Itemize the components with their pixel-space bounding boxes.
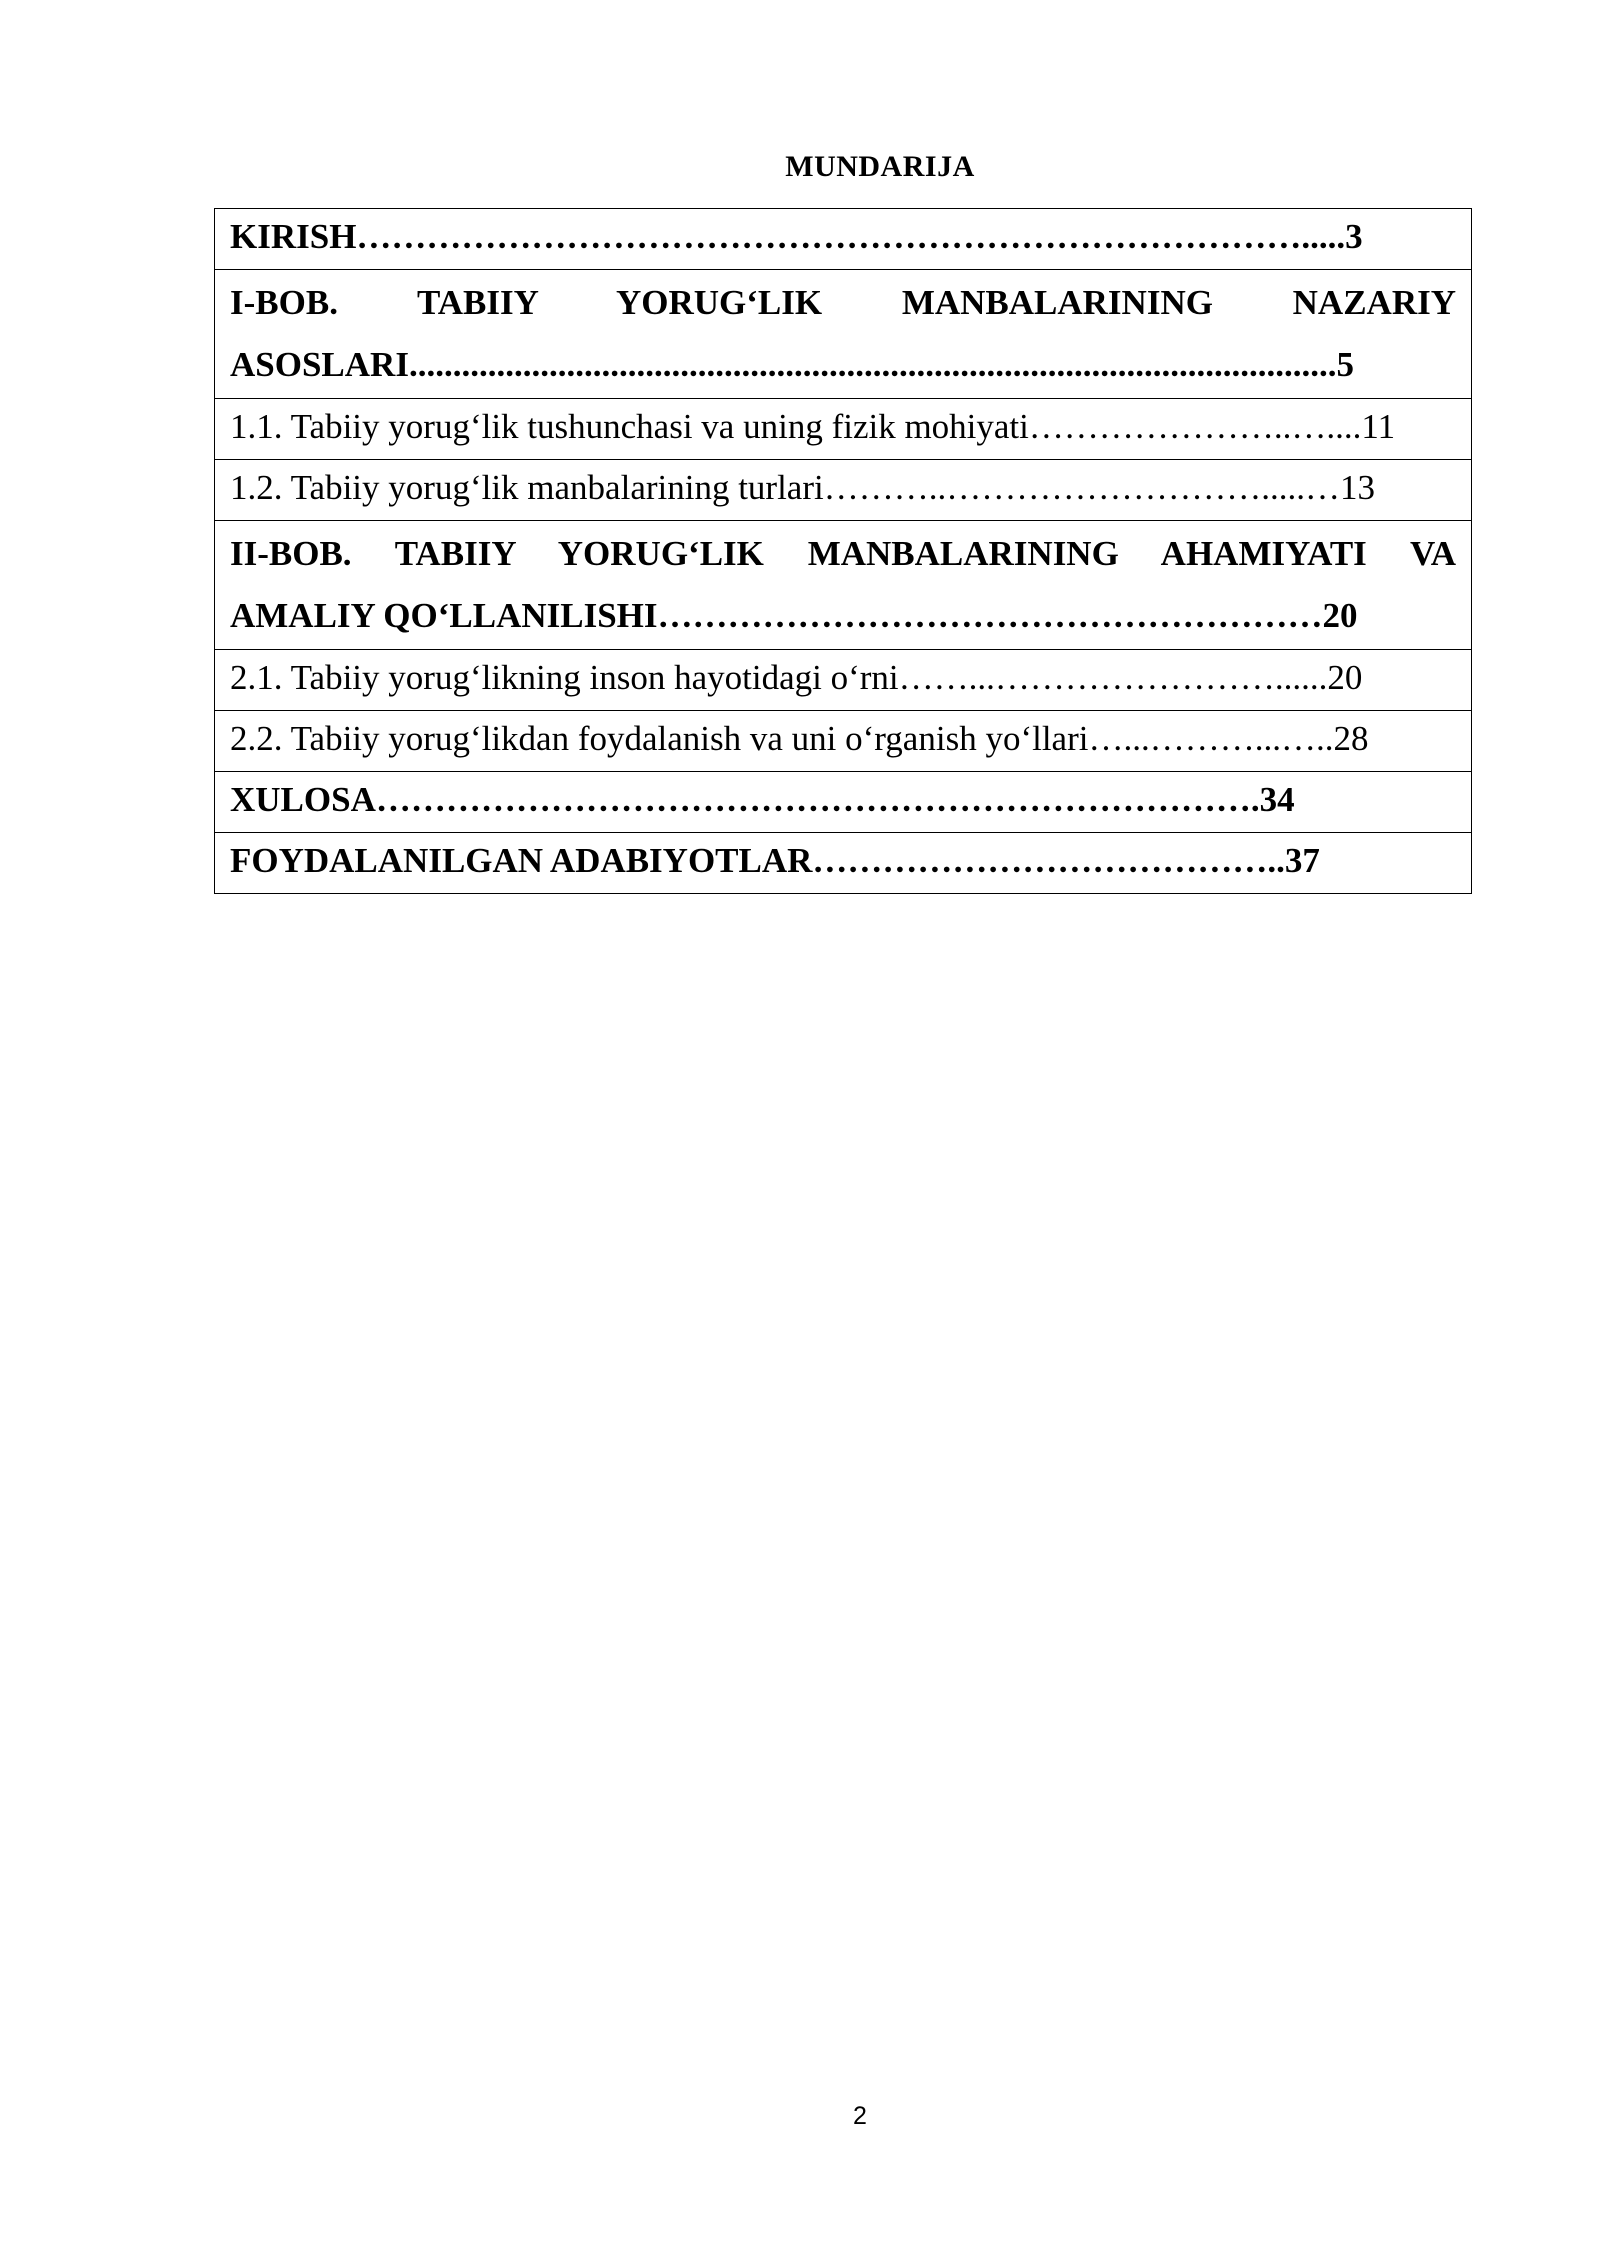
toc-row-chapter-2 xyxy=(215,521,1472,650)
table-of-contents xyxy=(214,208,1472,894)
toc-entry-chapter-2-line-2[interactable]: AMALIY QO‘LLANILISHI…………………………………………………20 xyxy=(230,596,1358,635)
toc-entry-adabiyotlar[interactable]: FOYDALANILGAN ADABIYOTLAR…………………………………..37 xyxy=(230,841,1320,880)
toc-row-section-2-1 xyxy=(215,650,1472,711)
toc-entry-kirish[interactable]: KIRISH……………………………………………………………………….....3 xyxy=(230,217,1363,256)
toc-entry-section-1-2[interactable]: 1.2. Tabiiy yorug‘lik manbalarining turlari………..……………………….....…13 xyxy=(230,468,1375,507)
toc-entry-chapter-2-line-1[interactable]: II-BOB. TABIIY YORUG‘LIK MANBALARINING AHAMIYATI VA xyxy=(230,534,1456,573)
page-title: MUNDARIJA xyxy=(785,150,975,183)
toc-row-xulosa xyxy=(215,772,1472,833)
toc-entry-xulosa[interactable]: XULOSA………………………………………………………………….34 xyxy=(230,780,1295,819)
toc-row-adabiyotlar xyxy=(215,833,1472,894)
page-number: 2 xyxy=(853,2102,867,2130)
toc-row-kirish xyxy=(215,209,1472,270)
toc-row-section-2-2 xyxy=(215,711,1472,772)
toc-entry-section-1-1[interactable]: 1.1. Tabiiy yorug‘lik tushunchasi va uning fizik mohiyati…………………..…....11 xyxy=(230,407,1396,446)
toc-row-section-1-2 xyxy=(215,460,1472,521)
toc-entry-section-2-2[interactable]: 2.2. Tabiiy yorug‘likdan foydalanish va uni o‘rganish yo‘llari…...………...…..28 xyxy=(230,719,1369,758)
toc-entry-chapter-1-line-1[interactable]: I-BOB. TABIIY YORUG‘LIK MANBALARINING NAZARIY xyxy=(230,283,1456,322)
toc-entry-section-2-1[interactable]: 2.1. Tabiiy yorug‘likning inson hayotidagi o‘rni……...……………………......20 xyxy=(230,658,1363,697)
toc-row-chapter-1 xyxy=(215,270,1472,399)
toc-row-section-1-1 xyxy=(215,399,1472,460)
toc-entry-chapter-1-line-2[interactable]: ASOSLARI..........................................................................................................5 xyxy=(230,345,1354,384)
